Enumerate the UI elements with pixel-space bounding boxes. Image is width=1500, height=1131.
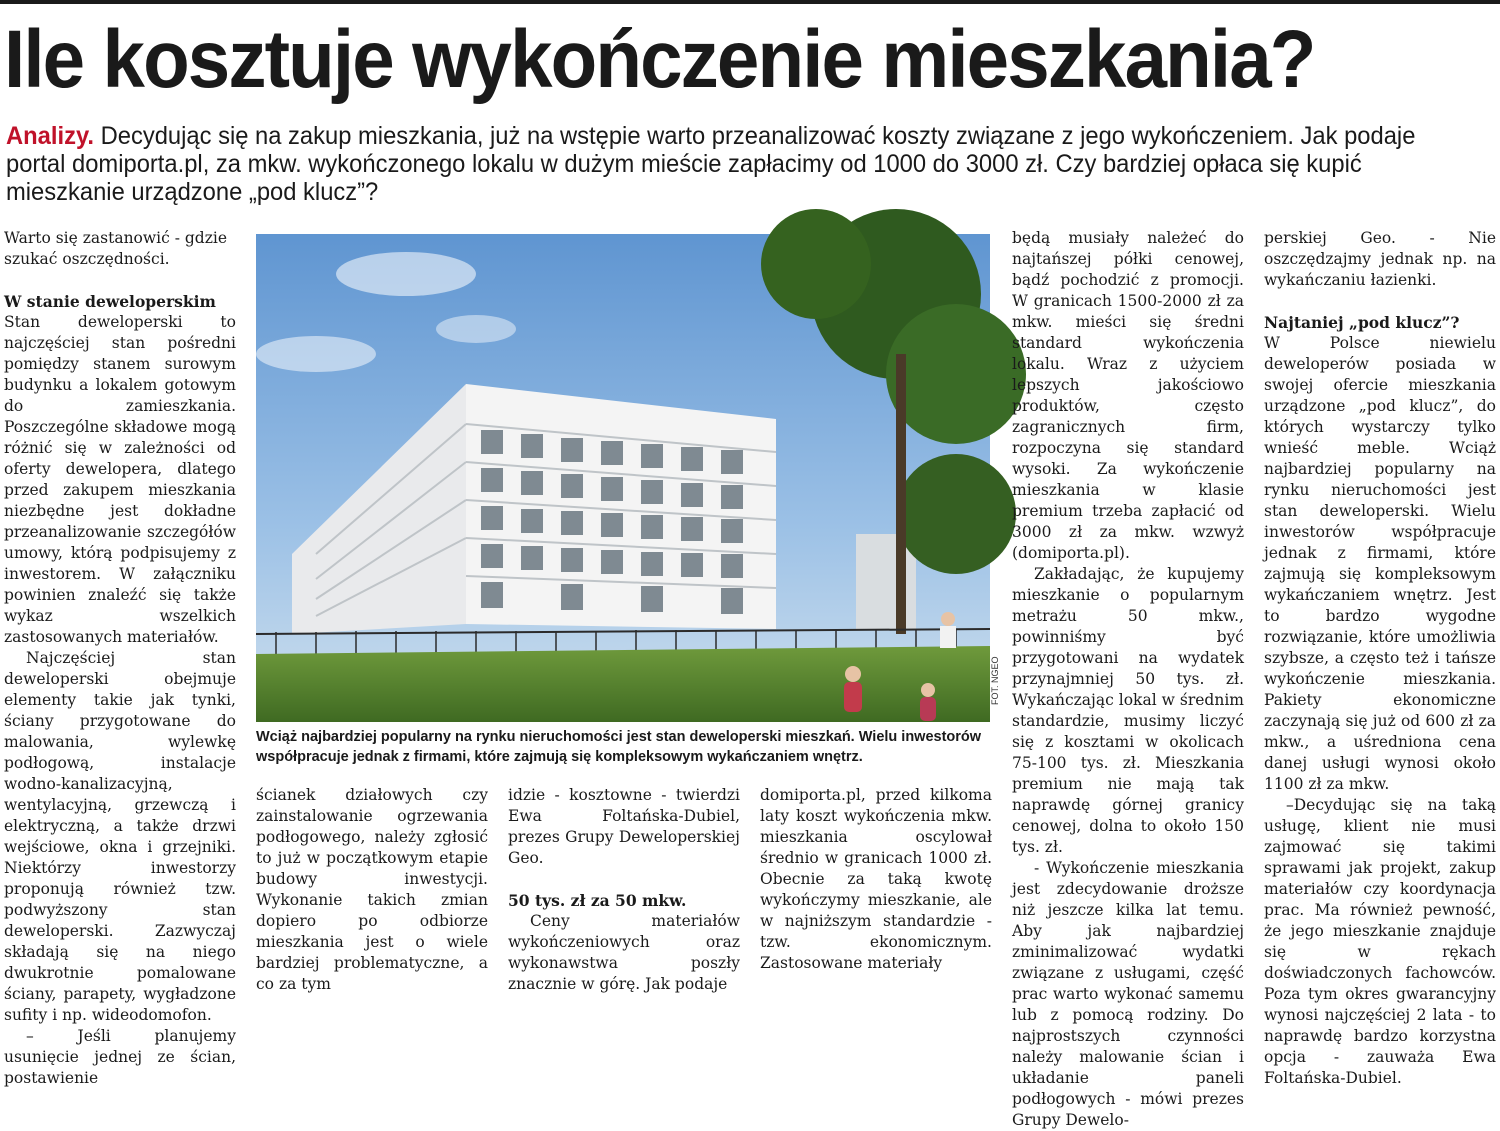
article-column-2 [256, 785, 488, 993]
article-column-5 [1012, 228, 1244, 1129]
lead-text: Decydując się na zakup mieszkania, już na wstępie warto przeanalizować koszty związane z jego wykończeniem. Jak podaje portal domiporta.pl, za mkw. wykończonego lokalu w dużym mieście zapłacimy od 1000 do 3000 zł. Czy bardziej opłaca się kupić mieszkanie urządzone „pod klucz”? [6, 122, 1416, 206]
col6-paragraph-1: perskiej Geo. - Nie oszczędzajmy jednak np. na wykańczaniu łazienki. [1264, 229, 1496, 289]
article-column-6 [1264, 228, 1496, 1087]
apartment-building-illustration [256, 234, 990, 722]
article-photo [256, 234, 990, 722]
col5-paragraph-3: - Wykończenie mieszkania jest zdecydowanie droższe niż jeszcze kilka lat temu. Aby jak najbardziej zminimalizować wydatki związane z usługami, część prac warto wykonać samemu lub z pomocą rodziny. Do najprostszych czynności należy malowanie ścian i układanie paneli podłogowych - mówi prezes Grupy Dewelo- [1012, 859, 1244, 1129]
lead-paragraph [6, 122, 1469, 206]
col5-paragraph-1: będą musiały należeć do najtańszej półki cenowej, bądź pochodzić z promocji. W granicach 1500-2000 zł za mkw. mieści się średni standard wykończenia lokalu. Wraz z użyciem lepszych jakościowo produktów, często zagranicznych firm, rozpoczyna się standard wysoki. Za wykończenie mieszkania w klasie premium trzeba zapłacić od 3000 zł za mkw. wzwyż (domiporta.pl). [1012, 229, 1244, 562]
col1-paragraph-2: Najczęściej stan deweloperski obejmuje elementy takie jak tynki, ściany przygotowane do malowania, wylewkę podłogową, instalacje wodno-kanalizacyjną, wentylacyjną, grzewczą i elektryczną, a także drzwi wejściowe, okna i grzejniki. Niektórzy inwestorzy proponują również tzw. podwyższony stan deweloperski. Zazwyczaj składają się na niego dwukrotnie pomalowane ściany, parapety, wygładzone sufity i np. wideodomofon. [4, 649, 236, 1024]
photo-credit: FOT. NGEO [990, 656, 1000, 705]
col6-paragraph-3: –Decydując się na taką usługę, klient nie musi zajmować się takimi sprawami jak projekt, zakup materiałów czy koordynacja prac. Ma również pewność, że jego mieszkanie znajduje się w rękach doświadczonych fachowców. Poza tym okres gwarancyjny wynosi najczęściej 2 lata - to naprawdę bardzo korzystna opcja - zauważa Ewa Foltańska-Dubiel. [1264, 796, 1496, 1087]
subheading-turnkey: Najtaniej „pod klucz”? [1264, 313, 1460, 332]
col3-paragraph-1: idzie - kosztowne - twierdzi Ewa Foltańska-Dubiel, prezes Grupy Deweloperskiej Geo. [508, 786, 740, 867]
col4-paragraph-1: domiporta.pl, przed kilkoma laty koszt wykończenia mkw. mieszkania oscylował średnio w granicach 1000 zł. Obecnie za taką kwotę wykończymy mieszkanie, ale w najniższym standardzie - tzw. ekonomicznym. Zastosowane materiały [760, 786, 992, 972]
photo-caption: Wciąż najbardziej popularny na rynku nieruchomości jest stan deweloperski mieszkań. Wielu inwestorów współpracuje jednak z firmami, które zajmują się kompleksowym wykańczaniem wnętrz. [256, 729, 982, 765]
col1-paragraph-3: – Jeśli planujemy usunięcie jednej ze ścian, postawienie [4, 1027, 236, 1087]
col2-paragraph-1: ścianek działowych czy zainstalowanie ogrzewania podłogowego, należy zgłosić to już w początkowym etapie budowy inwestycji. Wykonanie takich zmian dopiero po odbiorze mieszkania jest o wiele bardziej problematyczne, a co za tym [256, 786, 488, 993]
col6-paragraph-2: W Polsce niewielu deweloperów posiada w swojej ofercie mieszkania urządzone „pod klucz”, do których wystarczy tylko wnieść meble. Wciąż najbardziej popularny na rynku nieruchomości jest stan deweloperski. Wielu inwestorów współpracuje jednak z firmami, które zajmują się kompleksowym wykańczaniem wnętrz. Jest to bardzo wygodne rozwiązanie, które umożliwia szybsze, a często też i tańsze wykończenie mieszkania. Pakiety ekonomiczne zaczynają się już od 600 zł za mkw., a uśredniona cena danej usługi wynosi około 1100 zł za mkw. [1264, 334, 1496, 793]
lead-label: Analizy. [6, 122, 94, 150]
col1-paragraph-1: Stan deweloperski to najczęściej stan pośredni pomiędzy stanem surowym budynku a lokalem gotowym do zamieszkania. Poszczególne składowe mogą różnić się w zależności od oferty dewelopera, dlatego przed zakupem mieszkania niezbędne jest dokładne przeanalizowanie szczegółów umowy, którą podpisujemy z inwestorem. W załączniku powinien znaleźć się także wykaz wszelkich zastosowanych materiałów. [4, 313, 236, 646]
subheading-50k-for-50sqm: 50 tys. zł za 50 mkw. [508, 891, 687, 910]
col5-paragraph-2: Zakładając, że kupujemy mieszkanie o popularnym metrażu 50 mkw., powinniśmy być przygotowani na wydatek przynajmniej 50 tys. zł. Wykańczając lokal w średnim standardzie, musimy liczyć się z kosztami w okolicach 75-100 tys. zł. Mieszkania premium nie mają tak naprawdę górnej granicy cenowej, dolna to około 150 tys. zł. [1012, 565, 1244, 856]
col3-paragraph-2: Ceny materiałów wykończeniowych oraz wykonawstwa poszły znacznie w górę. Jak podaje [508, 912, 740, 993]
article-column-1 [4, 228, 236, 1087]
col1-intro: Warto się zastanowić - gdzie szukać oszczędności. [4, 229, 228, 268]
subheading-developer-state: W stanie deweloperskim [4, 292, 216, 311]
headline: Ile kosztuje wykończenie mieszkania? [4, 14, 1315, 105]
article-column-3 [508, 785, 740, 993]
article-column-4 [760, 785, 992, 972]
top-rule [0, 0, 1500, 4]
